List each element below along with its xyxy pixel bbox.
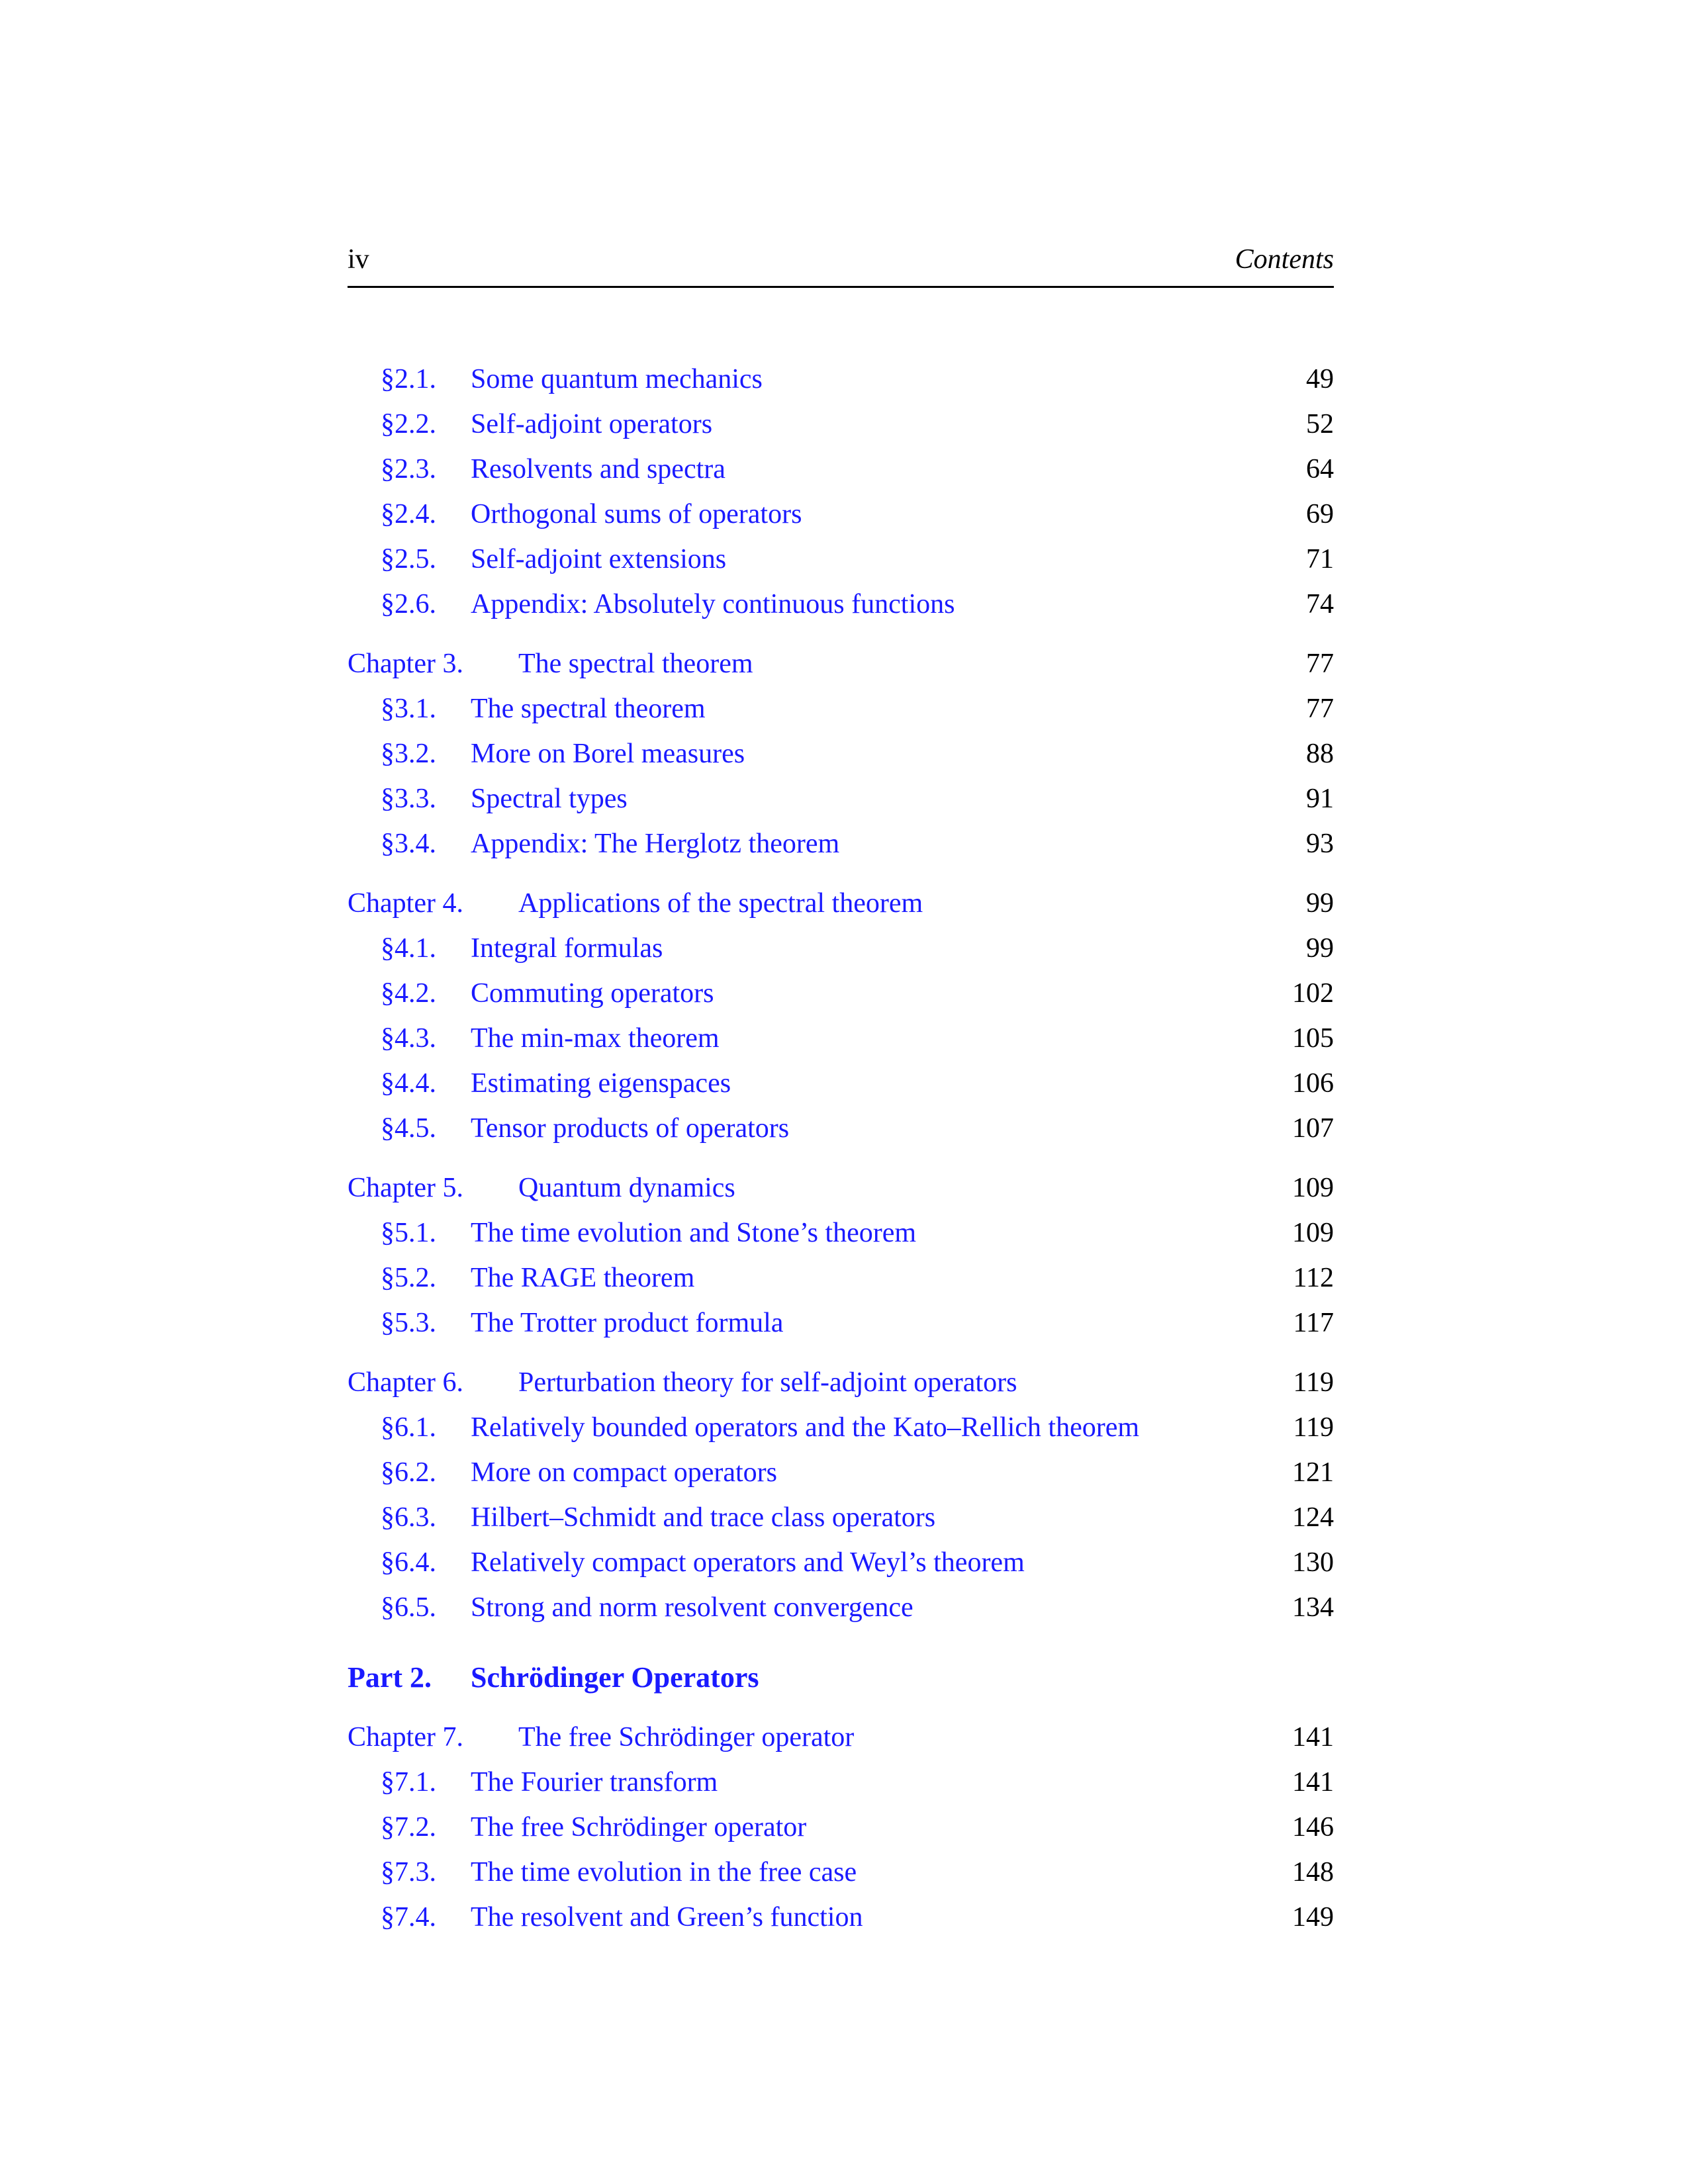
toc-section-6-3[interactable] — [348, 1499, 1334, 1536]
toc-section-4-5[interactable] — [348, 1110, 1334, 1147]
section-title[interactable]: Appendix: Absolutely continuous functions — [471, 589, 955, 619]
chapter-title[interactable]: Applications of the spectral theorem — [518, 888, 923, 919]
toc-section-5-1[interactable] — [348, 1214, 1334, 1251]
page-ref: 119 — [1293, 1412, 1334, 1443]
page-ref: 49 — [1306, 364, 1334, 394]
toc-section-6-1[interactable] — [348, 1409, 1334, 1446]
section-title[interactable]: Estimating eigenspaces — [471, 1068, 731, 1099]
page-ref: 106 — [1292, 1068, 1334, 1099]
section-title[interactable]: The time evolution in the free case — [471, 1857, 857, 1888]
chapter-label[interactable]: Chapter 5. — [348, 1173, 463, 1203]
page-ref: 148 — [1292, 1857, 1334, 1888]
toc-chapter-4[interactable] — [348, 885, 1334, 922]
toc-part-2[interactable] — [348, 1658, 1334, 1698]
toc-section-3-3[interactable] — [348, 780, 1334, 817]
section-title[interactable]: The resolvent and Green’s function — [471, 1902, 863, 1933]
page-ref: 109 — [1292, 1218, 1334, 1248]
section-number[interactable]: §2.6. — [381, 589, 436, 619]
page-ref: 99 — [1306, 933, 1334, 964]
section-title[interactable]: Commuting operators — [471, 978, 714, 1009]
section-title[interactable]: The time evolution and Stone’s theorem — [471, 1218, 917, 1248]
page-ref: 91 — [1306, 784, 1334, 814]
page-ref: 141 — [1292, 1722, 1334, 1752]
chapter-label[interactable]: Chapter 3. — [348, 649, 463, 679]
section-number[interactable]: §7.1. — [381, 1767, 436, 1797]
section-title[interactable]: Tensor products of operators — [471, 1113, 790, 1144]
toc-section-5-3[interactable] — [348, 1304, 1334, 1342]
toc-section-7-2[interactable] — [348, 1809, 1334, 1846]
toc-section-7-4[interactable] — [348, 1899, 1334, 1936]
page-ref: 119 — [1293, 1367, 1334, 1398]
toc-chapter-7[interactable] — [348, 1719, 1334, 1756]
page-ref: 117 — [1293, 1308, 1334, 1338]
page-ref: 88 — [1306, 739, 1334, 769]
chapter-title[interactable]: Perturbation theory for self-adjoint operators — [518, 1367, 1017, 1398]
section-number[interactable]: §7.4. — [381, 1902, 436, 1933]
toc-section-2-1[interactable] — [348, 361, 1334, 398]
running-title: Contents — [1235, 244, 1334, 275]
section-number[interactable]: §3.1. — [381, 694, 436, 724]
toc-section-2-2[interactable] — [348, 406, 1334, 443]
section-number[interactable]: §2.1. — [381, 364, 436, 394]
section-title[interactable]: Appendix: The Herglotz theorem — [471, 829, 840, 859]
section-title[interactable]: The Trotter product formula — [471, 1308, 784, 1338]
page-ref: 121 — [1292, 1457, 1334, 1488]
toc-section-7-1[interactable] — [348, 1764, 1334, 1801]
section-title[interactable]: Relatively compact operators and Weyl’s theorem — [471, 1547, 1025, 1578]
toc-section-7-3[interactable] — [348, 1854, 1334, 1891]
toc-section-6-5[interactable] — [348, 1589, 1334, 1626]
section-title[interactable]: Strong and norm resolvent convergence — [471, 1592, 914, 1623]
toc-section-4-3[interactable] — [348, 1020, 1334, 1057]
toc-section-4-2[interactable] — [348, 975, 1334, 1012]
chapter-title[interactable]: The spectral theorem — [518, 649, 753, 679]
section-number[interactable]: §2.4. — [381, 499, 436, 529]
page-number: iv — [348, 244, 369, 275]
toc-section-2-4[interactable] — [348, 496, 1334, 533]
page-ref: 107 — [1292, 1113, 1334, 1144]
part-title[interactable]: Schrödinger Operators — [471, 1661, 759, 1694]
section-number[interactable]: §5.3. — [381, 1308, 436, 1338]
page-ref: 52 — [1306, 409, 1334, 439]
section-number[interactable]: §4.5. — [381, 1113, 436, 1144]
section-number[interactable]: §6.5. — [381, 1592, 436, 1623]
section-number[interactable]: §7.2. — [381, 1812, 436, 1843]
section-number[interactable]: §4.2. — [381, 978, 436, 1009]
section-number[interactable]: §5.1. — [381, 1218, 436, 1248]
section-number[interactable]: §6.1. — [381, 1412, 436, 1443]
toc-section-5-2[interactable] — [348, 1259, 1334, 1297]
page-ref: 112 — [1293, 1263, 1334, 1293]
section-number[interactable]: §6.4. — [381, 1547, 436, 1578]
section-number[interactable]: §7.3. — [381, 1857, 436, 1888]
toc-chapter-5[interactable] — [348, 1169, 1334, 1206]
page-ref: 74 — [1306, 589, 1334, 619]
chapter-label[interactable]: Chapter 6. — [348, 1367, 463, 1398]
page-ref: 141 — [1292, 1767, 1334, 1797]
toc-section-4-1[interactable] — [348, 930, 1334, 967]
table-of-contents — [348, 0, 1334, 2184]
section-number[interactable]: §3.3. — [381, 784, 436, 814]
toc-section-2-3[interactable] — [348, 451, 1334, 488]
page-ref: 134 — [1292, 1592, 1334, 1623]
section-number[interactable]: §4.3. — [381, 1023, 436, 1054]
section-title[interactable]: More on Borel measures — [471, 739, 745, 769]
page-ref: 99 — [1306, 888, 1334, 919]
toc-section-4-4[interactable] — [348, 1065, 1334, 1102]
page-ref: 146 — [1292, 1812, 1334, 1843]
page-ref: 105 — [1292, 1023, 1334, 1054]
chapter-label[interactable]: Chapter 4. — [348, 888, 463, 919]
page-ref: 93 — [1306, 829, 1334, 859]
toc-section-3-1[interactable] — [348, 690, 1334, 727]
section-title[interactable]: The free Schrödinger operator — [471, 1812, 807, 1843]
section-title[interactable]: Relatively bounded operators and the Kato–Rellich theorem — [471, 1412, 1140, 1443]
page-ref: 71 — [1306, 544, 1334, 574]
page-ref: 69 — [1306, 499, 1334, 529]
page-ref: 77 — [1306, 649, 1334, 679]
section-title[interactable]: Some quantum mechanics — [471, 364, 763, 394]
page-ref: 124 — [1292, 1502, 1334, 1533]
section-number[interactable]: §6.3. — [381, 1502, 436, 1533]
section-title[interactable]: The RAGE theorem — [471, 1263, 695, 1293]
section-number[interactable]: §2.5. — [381, 544, 436, 574]
section-number[interactable]: §2.3. — [381, 454, 436, 484]
section-title[interactable]: The spectral theorem — [471, 694, 706, 724]
page-ref: 77 — [1306, 694, 1334, 724]
chapter-title[interactable]: Quantum dynamics — [518, 1173, 735, 1203]
page-ref: 130 — [1292, 1547, 1334, 1578]
toc-section-3-2[interactable] — [348, 735, 1334, 772]
section-title[interactable]: Self-adjoint extensions — [471, 544, 727, 574]
section-title[interactable]: Orthogonal sums of operators — [471, 499, 802, 529]
section-title[interactable]: Resolvents and spectra — [471, 454, 726, 484]
section-number[interactable]: §4.4. — [381, 1068, 436, 1099]
section-title[interactable]: Self-adjoint operators — [471, 409, 713, 439]
part-label[interactable]: Part 2. — [348, 1661, 432, 1694]
section-title[interactable]: More on compact operators — [471, 1457, 778, 1488]
section-number[interactable]: §5.2. — [381, 1263, 436, 1293]
toc-chapter-3[interactable] — [348, 645, 1334, 682]
section-title[interactable]: The Fourier transform — [471, 1767, 718, 1797]
toc-section-6-4[interactable] — [348, 1544, 1334, 1581]
section-title[interactable]: Spectral types — [471, 784, 628, 814]
section-number[interactable]: §3.4. — [381, 829, 436, 859]
toc-section-2-6[interactable] — [348, 586, 1334, 623]
page-ref: 109 — [1292, 1173, 1334, 1203]
chapter-title[interactable]: The free Schrödinger operator — [518, 1722, 855, 1752]
chapter-label[interactable]: Chapter 7. — [348, 1722, 463, 1752]
toc-section-3-4[interactable] — [348, 825, 1334, 862]
section-number[interactable]: §3.2. — [381, 739, 436, 769]
page-ref: 102 — [1292, 978, 1334, 1009]
section-title[interactable]: Hilbert–Schmidt and trace class operators — [471, 1502, 936, 1533]
section-title[interactable]: Integral formulas — [471, 933, 663, 964]
page-ref: 149 — [1292, 1902, 1334, 1933]
section-number[interactable]: §2.2. — [381, 409, 436, 439]
section-number[interactable]: §4.1. — [381, 933, 436, 964]
toc-chapter-6[interactable] — [348, 1364, 1334, 1401]
toc-section-6-2[interactable] — [348, 1454, 1334, 1491]
toc-section-2-5[interactable] — [348, 541, 1334, 578]
section-title[interactable]: The min-max theorem — [471, 1023, 720, 1054]
page-ref: 64 — [1306, 454, 1334, 484]
section-number[interactable]: §6.2. — [381, 1457, 436, 1488]
